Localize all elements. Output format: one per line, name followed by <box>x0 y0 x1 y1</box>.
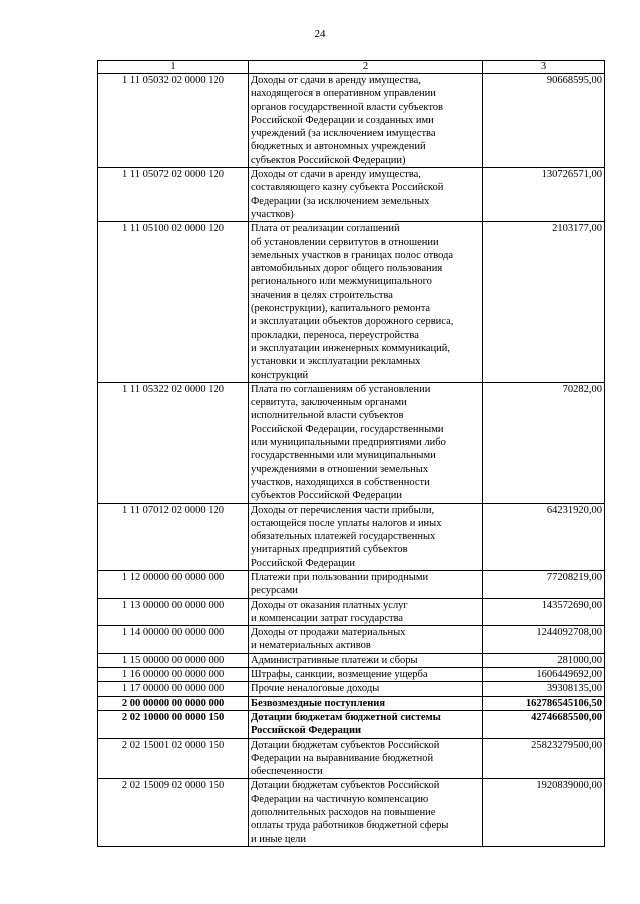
classification-code: 1 11 05072 02 0000 120 <box>98 168 249 222</box>
description-line: субъектов Российской Федерации <box>251 490 403 502</box>
description-line: земельных участков в границах полос отвода <box>251 249 454 261</box>
revenue-table <box>97 60 605 847</box>
revenue-description <box>249 503 483 570</box>
page-number: 24 <box>314 28 326 40</box>
description-line: и нематериальных активов <box>251 640 371 652</box>
amount: 162786545106,50 <box>483 696 605 710</box>
description-line: субъектов Российской Федерации) <box>251 154 406 166</box>
table-row <box>98 626 605 654</box>
description-line: Федерации (за исключением земельных <box>251 195 430 207</box>
description-line: Федерации на выравнивание бюджетной <box>251 752 434 764</box>
description-line: Российской Федерации <box>251 557 355 569</box>
column-header: 3 <box>483 61 605 74</box>
table-row <box>98 570 605 598</box>
description-line: унитарных предприятий субъектов <box>251 544 408 556</box>
amount: 130726571,00 <box>483 168 605 222</box>
description-line: Доходы от продажи материальных <box>251 627 406 639</box>
revenue-description <box>249 668 483 682</box>
amount: 1920839000,00 <box>483 779 605 846</box>
description-line: Штрафы, санкции, возмещение ущерба <box>251 669 428 681</box>
amount: 143572690,00 <box>483 598 605 626</box>
table-row <box>98 598 605 626</box>
description-line: учреждений (за исключением имущества <box>251 128 436 140</box>
revenue-description <box>249 222 483 383</box>
description-line: установки и эксплуатации рекламных <box>251 356 421 368</box>
amount: 1244092708,00 <box>483 626 605 654</box>
table-row <box>98 382 605 503</box>
description-line: об установлении сервитутов в отношении <box>251 236 439 248</box>
description-line: находящегося в оперативном управлении <box>251 88 436 100</box>
table-row <box>98 682 605 696</box>
amount: 1606449692,00 <box>483 668 605 682</box>
table-row <box>98 168 605 222</box>
table-header-row <box>98 61 605 74</box>
classification-code: 1 11 05322 02 0000 120 <box>98 382 249 503</box>
description-line: Платежи при пользовании природными <box>251 571 429 583</box>
revenue-description <box>249 779 483 846</box>
description-line: и иные цели <box>251 833 306 845</box>
amount: 42746685500,00 <box>483 710 605 738</box>
revenue-description <box>249 74 483 168</box>
table-body <box>98 74 605 847</box>
classification-code: 2 02 10000 00 0000 150 <box>98 710 249 738</box>
description-line: органов государственной власти субъектов <box>251 101 444 113</box>
description-line: обеспеченности <box>251 766 323 778</box>
table-row <box>98 668 605 682</box>
amount: 64231920,00 <box>483 503 605 570</box>
table-row <box>98 503 605 570</box>
description-line: автомобильных дорог общего пользования <box>251 263 443 275</box>
classification-code: 2 00 00000 00 0000 000 <box>98 696 249 710</box>
classification-code: 1 11 05100 02 0000 120 <box>98 222 249 383</box>
description-line: и эксплуатации инженерных коммуникаций, <box>251 342 451 354</box>
revenue-description <box>249 738 483 779</box>
revenue-description <box>249 168 483 222</box>
description-line: учреждениями в отношении земельных <box>251 463 429 475</box>
description-line: Плата от реализации соглашений <box>251 223 400 235</box>
classification-code: 1 11 05032 02 0000 120 <box>98 74 249 168</box>
revenue-description <box>249 570 483 598</box>
description-line: прокладки, переноса, переустройства <box>251 329 419 341</box>
revenue-description <box>249 653 483 667</box>
description-line: остающейся после уплаты налогов и иных <box>251 517 442 529</box>
revenue-description <box>249 626 483 654</box>
revenue-description <box>249 696 483 710</box>
table-row <box>98 710 605 738</box>
description-line: оплаты труда работников бюджетной сферы <box>251 820 449 832</box>
description-line: государственными или муниципальными <box>251 450 436 462</box>
description-line: Доходы от сдачи в аренду имущества, <box>251 169 421 181</box>
amount: 70282,00 <box>483 382 605 503</box>
description-line: значения в целях строительства <box>251 289 393 301</box>
classification-code: 2 02 15009 02 0000 150 <box>98 779 249 846</box>
amount: 90668595,00 <box>483 74 605 168</box>
column-header: 2 <box>249 61 483 74</box>
classification-code: 2 02 15001 02 0000 150 <box>98 738 249 779</box>
amount: 2103177,00 <box>483 222 605 383</box>
table-row <box>98 222 605 383</box>
description-line: Прочие неналоговые доходы <box>251 683 380 695</box>
description-line: Российской Федерации <box>251 725 362 737</box>
description-line: участков, находящихся в собственности <box>251 476 430 488</box>
description-line: Доходы от сдачи в аренду имущества, <box>251 75 421 86</box>
classification-code: 1 13 00000 00 0000 000 <box>98 598 249 626</box>
description-line: Административные платежи и сборы <box>251 654 418 666</box>
amount: 77208219,00 <box>483 570 605 598</box>
table-row <box>98 738 605 779</box>
description-line: обязательных платежей государственных <box>251 531 436 543</box>
revenue-description <box>249 710 483 738</box>
description-line: составляющего казну субъекта Российской <box>251 182 444 194</box>
description-line: регионального или межмуниципального <box>251 276 432 288</box>
description-line: и эксплуатации объектов дорожного сервиса, <box>251 316 454 328</box>
description-line: бюджетных и автономных учреждений <box>251 141 426 153</box>
description-line: Дотации бюджетам бюджетной системы <box>251 711 441 723</box>
classification-code: 1 16 00000 00 0000 000 <box>98 668 249 682</box>
classification-code: 1 17 00000 00 0000 000 <box>98 682 249 696</box>
description-line: Доходы от перечисления части прибыли, <box>251 504 435 516</box>
classification-code: 1 12 00000 00 0000 000 <box>98 570 249 598</box>
classification-code: 1 11 07012 02 0000 120 <box>98 503 249 570</box>
table-row <box>98 779 605 846</box>
column-header: 1 <box>98 61 249 74</box>
description-line: конструкций <box>251 369 309 381</box>
classification-code: 1 14 00000 00 0000 000 <box>98 626 249 654</box>
description-line: Дотации бюджетам субъектов Российской <box>251 739 440 751</box>
description-line: и компенсации затрат государства <box>251 612 404 624</box>
description-line: Безвозмездные поступления <box>251 697 386 709</box>
description-line: сервитута, заключенным органами <box>251 397 407 409</box>
revenue-description <box>249 682 483 696</box>
amount: 39308135,00 <box>483 682 605 696</box>
description-line: исполнительной власти субъектов <box>251 410 404 422</box>
description-line: участков) <box>251 208 294 220</box>
description-line: Дотации бюджетам субъектов Российской <box>251 780 440 792</box>
classification-code: 1 15 00000 00 0000 000 <box>98 653 249 667</box>
description-line: дополнительных расходов на повышение <box>251 807 436 819</box>
revenue-description <box>249 598 483 626</box>
description-line: (реконструкции), капитального ремонта <box>251 303 431 315</box>
revenue-description <box>249 382 483 503</box>
table-row <box>98 74 605 168</box>
description-line: Плата по соглашениям об установлении <box>251 383 431 395</box>
table-row <box>98 696 605 710</box>
description-line: ресурсами <box>251 585 298 597</box>
amount: 281000,00 <box>483 653 605 667</box>
description-line: Доходы от оказания платных услуг <box>251 599 408 611</box>
table-row <box>98 653 605 667</box>
description-line: Российской Федерации и созданных ими <box>251 114 434 126</box>
amount: 25823279500,00 <box>483 738 605 779</box>
description-line: Федерации на частичную компенсацию <box>251 793 429 805</box>
description-line: или муниципальными предприятиями либо <box>251 437 446 449</box>
description-line: Российской Федерации, государственными <box>251 423 444 435</box>
